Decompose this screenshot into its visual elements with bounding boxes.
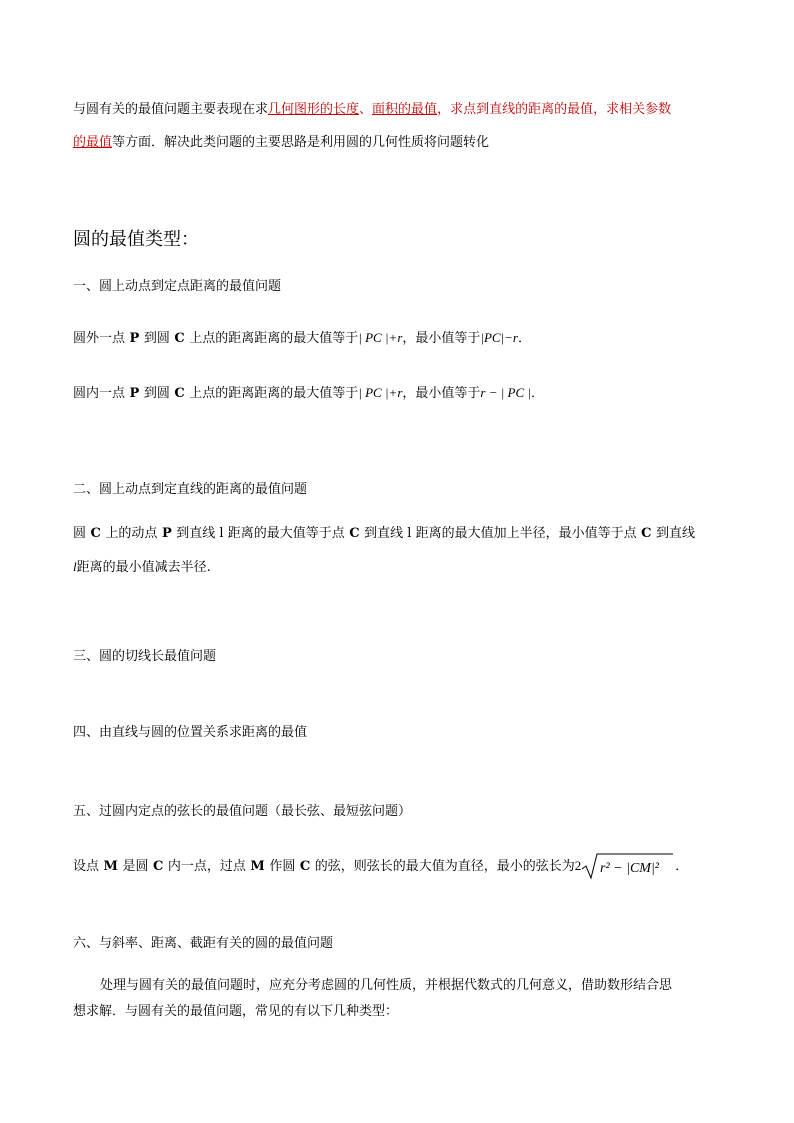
intro-highlight-area: 面积的最值 <box>372 102 438 117</box>
text: 到直线 <box>656 526 696 541</box>
point-c: C <box>344 526 365 541</box>
paragraph-4 <box>73 851 725 882</box>
text: 距离的最大值等于点 <box>227 526 345 541</box>
line-l: l <box>73 559 77 574</box>
text: 到直线 <box>176 526 216 541</box>
line-l: l <box>403 526 416 541</box>
formula-coefficient: 2 <box>574 858 582 873</box>
point-c: C <box>169 386 190 401</box>
paragraph-5-line-1: 处理与圆有关的最值问题时，应充分考虑圆的几何性质，并根据代数式的几何意义，借助数形结合思 <box>100 978 673 993</box>
max-formula: | PC |+r <box>358 330 403 345</box>
point-c: C <box>169 331 190 346</box>
text: 距离的最小值减去半径. <box>76 560 211 575</box>
intro-highlight-extremum: 的最值 <box>73 135 113 150</box>
point-m: M <box>245 859 270 874</box>
sqrt-formula <box>581 851 675 882</box>
heading-3: 三、圆的切线长最值问题 <box>73 649 217 664</box>
heading-5: 五、过圆内定点的弦长的最值问题（最长弦、最短弦问题） <box>73 804 412 819</box>
intro-punct: ， <box>437 102 451 117</box>
intro-line-2 <box>73 128 725 158</box>
intro-highlight-length: 几何图形的长度 <box>268 102 360 117</box>
intro-text: 等方面．解决此类问题的主要思路是利用圆的几何性质将问题转化 <box>112 135 490 150</box>
heading-6: 六、与斜率、距离、截距有关的圆的最值问题 <box>73 936 334 951</box>
point-m: M <box>99 859 123 874</box>
max-formula: | PC |+r <box>358 385 403 400</box>
radicand: r² − |CM|² <box>600 861 660 877</box>
paragraph-3-line-1 <box>73 519 725 549</box>
point-p: P <box>125 331 144 346</box>
paragraph-3-line-2 <box>73 552 725 583</box>
min-formula: r − | PC | <box>480 385 531 400</box>
heading-1: 一、圆上动点到定点距离的最值问题 <box>73 279 282 294</box>
text: ，最小值等于 <box>402 331 481 346</box>
text: 到圆 <box>143 331 170 346</box>
min-formula: |PC|−r <box>480 330 518 345</box>
line-l: l <box>215 526 228 541</box>
intro-text: 与圆有关的最值问题主要表现在求 <box>73 102 269 117</box>
intro-line-1 <box>73 95 725 125</box>
text: 圆内一点 <box>73 386 126 401</box>
point-p: P <box>125 386 144 401</box>
point-c: C <box>148 859 168 874</box>
text: 圆外一点 <box>73 331 126 346</box>
text: ． <box>517 331 531 346</box>
intro-highlight-param: 求相关参数 <box>606 102 672 117</box>
intro-punct: 、 <box>359 102 373 117</box>
text: 距离的最大值加上半径，最小值等于点 <box>415 526 637 541</box>
text: 的弦，则弦长的最大值为直径，最小的弦长为 <box>314 859 575 874</box>
text: ，最小值等于 <box>402 386 481 401</box>
point-p: P <box>157 526 177 541</box>
intro-punct: ， <box>593 102 607 117</box>
text: 上的动点 <box>105 526 158 541</box>
text: ． <box>675 859 689 874</box>
text: 作圆 <box>269 859 296 874</box>
text: ． <box>530 386 544 401</box>
section-title: 圆的最值类型： <box>73 229 199 250</box>
paragraph-1 <box>73 323 725 354</box>
text: 圆 <box>73 526 87 541</box>
intro-highlight-distance: 求点到直线的距离的最值 <box>450 102 594 117</box>
paragraph-5-line-2: 想求解．与圆有关的最值问题，常见的有以下几种类型： <box>73 1004 399 1019</box>
text: 内一点，过点 <box>167 859 246 874</box>
point-c: C <box>86 526 106 541</box>
heading-4: 四、由直线与圆的位置关系求距离的最值 <box>73 725 308 740</box>
point-c: C <box>295 859 315 874</box>
text: 上点的距离距离的最大值等于 <box>189 386 359 401</box>
text: 上点的距离距离的最大值等于 <box>189 331 359 346</box>
text: 设点 <box>73 859 100 874</box>
text: 是圆 <box>122 859 149 874</box>
point-c: C <box>636 526 657 541</box>
text: 到圆 <box>143 386 170 401</box>
radical-sign-icon <box>581 851 675 881</box>
text: 到直线 <box>364 526 404 541</box>
heading-2: 二、圆上动点到定直线的距离的最值问题 <box>73 482 308 497</box>
paragraph-2 <box>73 378 725 409</box>
